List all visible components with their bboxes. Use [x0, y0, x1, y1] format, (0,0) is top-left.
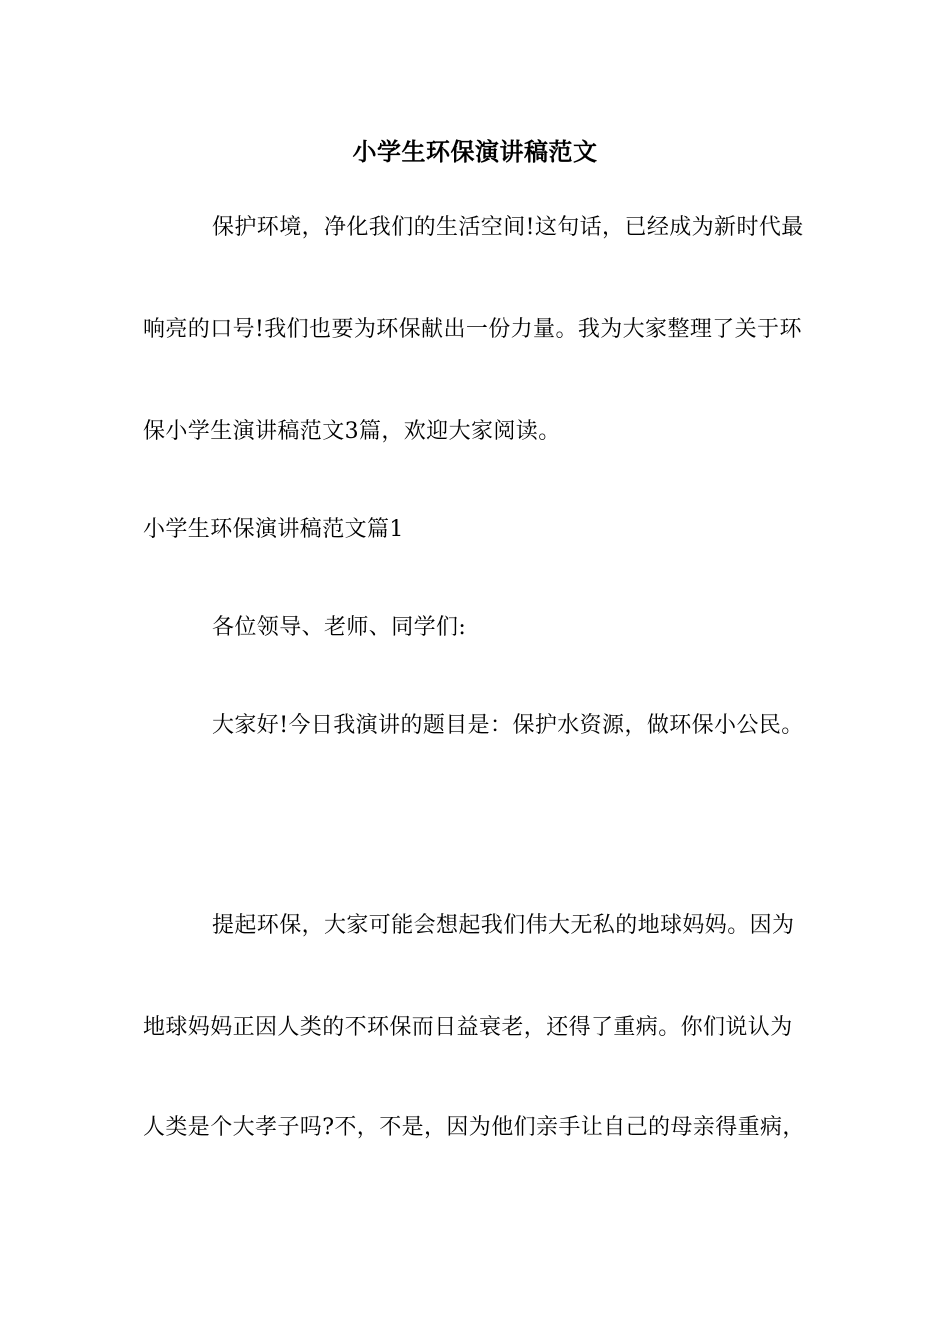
section-heading: 小学生环保演讲稿范文篇1 [143, 517, 404, 542]
intro-paragraph-line-1: 保护环境，净化我们的生活空间!这句话，已经成为新时代最 [212, 215, 804, 240]
intro-paragraph-line-3: 保小学生演讲稿范文3篇，欢迎大家阅读。 [143, 419, 561, 444]
document-title: 小学生环保演讲稿范文 [352, 137, 598, 166]
intro-paragraph-line-2: 响亮的口号!我们也要为环保献出一份力量。我为大家整理了关于环 [143, 317, 802, 342]
salutation-line: 各位领导、老师、同学们: [212, 615, 467, 640]
body-paragraph-line-2: 地球妈妈正因人类的不环保而日益衰老，还得了重病。你们说认为 [143, 1015, 793, 1040]
body-paragraph-line-1: 提起环保，大家可能会想起我们伟大无私的地球妈妈。因为 [212, 913, 795, 938]
greeting-line: 大家好!今日我演讲的题目是：保护水资源，做环保小公民。 [212, 713, 804, 738]
body-paragraph-line-3: 人类是个大孝子吗?不，不是，因为他们亲手让自己的母亲得重病， [143, 1115, 805, 1140]
